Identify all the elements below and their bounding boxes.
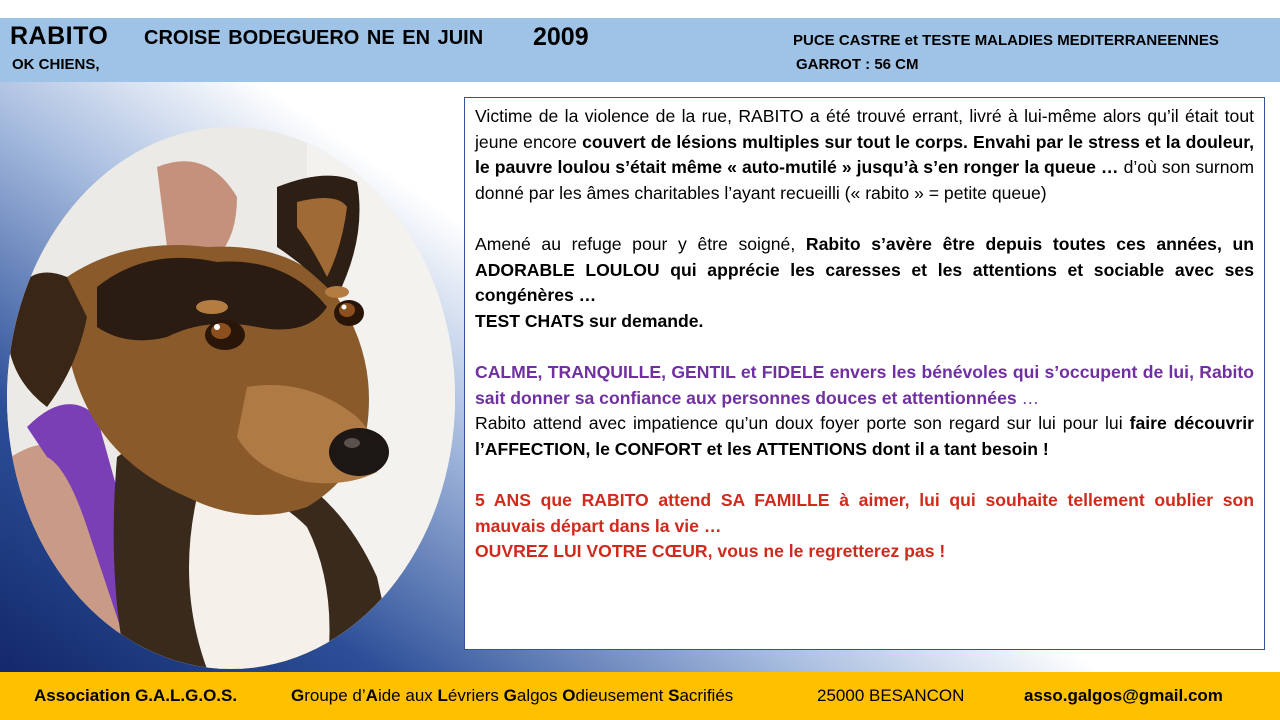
waiting-intro: Rabito attend avec impatience qu’un doux foyer porte son regard sur lui pour lui [475, 413, 1130, 434]
temperament-text: CALME, TRANQUILLE, GENTIL et FIDELE envers les bénévoles qui s’occupent de lui, Rabito sait donner sa confiance aux personnes douces et attentionnées [475, 361, 1254, 408]
story-intro: Victime de la violence de la rue, RABITO a été trouvé errant, livré à lui-même alors qu’il était tout jeune encore [475, 106, 1254, 152]
association-email[interactable]: asso.galgos@gmail.com [1024, 686, 1223, 705]
open-heart-title: OUVREZ LUI VOTRE CŒUR, [475, 541, 718, 562]
paragraph-refuge [475, 232, 1254, 309]
paragraph-story [475, 104, 1254, 206]
story-nickname: d’où son surnom donné par les âmes charitables l’ayant recueilli (« rabito » = petite queue) [475, 157, 1254, 203]
cat-test: TEST CHATS sur demande. [475, 310, 704, 331]
dog-photo [7, 127, 455, 669]
height-info: GARROT : 56 CM [796, 56, 919, 73]
open-heart-promise: vous ne le regretterez pas ! [717, 541, 946, 562]
association-city: 25000 BESANCON [817, 686, 965, 705]
health-info: PUCE CASTRE et TESTE MALADIES MEDITERRANEENNES [793, 32, 1219, 49]
association-fullname: Groupe d’Aide aux Lévriers Galgos Odieusement Sacrifiés [291, 686, 734, 705]
description-box [464, 97, 1265, 650]
family-appeal: 5 ANS que RABITO attend SA FAMILLE à aimer, lui qui souhaite tellement oublier son mauvais départ dans la vie … [475, 489, 1254, 536]
refuge-personality: Rabito s’avère être depuis toutes ces années, un ADORABLE LOULOU qui apprécie les caresses et les attentions et sociable avec ses congénères … [475, 233, 1254, 306]
footer-banner [0, 672, 1280, 720]
open-heart-line [475, 539, 1254, 565]
birth-year: 2009 [533, 23, 589, 51]
association-name: Association G.A.L.G.O.S. [34, 686, 238, 705]
spacer [475, 206, 1254, 232]
refuge-intro: Amené au refuge pour y être soigné, [475, 233, 806, 254]
header-banner [0, 18, 1280, 82]
spacer [475, 462, 1254, 488]
story-injuries: couvert de lésions multiples sur tout le corps. Envahi par le stress et la douleur, le pauvre loulou s’était même « auto-mutilé » jusqu’à s’en ronger la queue … [475, 131, 1254, 178]
waiting-needs: faire découvrir l’AFFECTION, le CONFORT et les ATTENTIONS dont il a tant besoin ! [475, 413, 1254, 459]
top-strip [0, 0, 1280, 18]
paragraph-temperament [475, 360, 1254, 411]
compatibility-info: OK CHIENS, [12, 56, 100, 73]
spacer [475, 334, 1254, 360]
dog-breed: CROISE BODEGUERO NE EN JUIN [144, 27, 484, 49]
dog-illustration [7, 127, 455, 669]
dog-name: RABITO [10, 22, 109, 50]
paragraph-waiting [475, 411, 1254, 462]
temperament-ellipsis: … [1016, 387, 1040, 408]
